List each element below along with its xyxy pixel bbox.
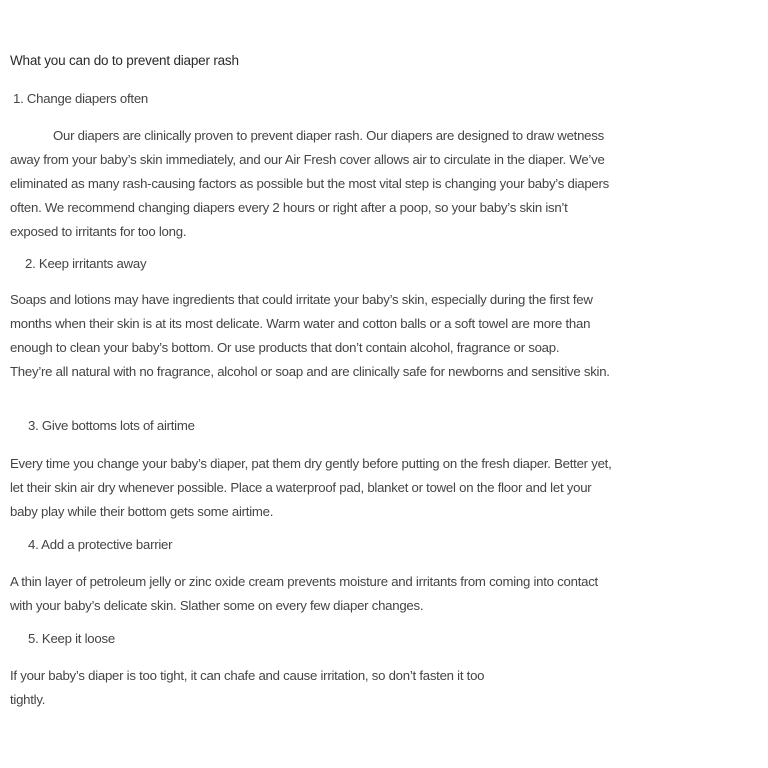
paragraph-line: Our diapers are clinically proven to prevent diaper rash. Our diapers are designed to draw wetness [53,128,604,143]
paragraph-line: If your baby’s diaper is too tight, it can chafe and cause irritation, so don’t fasten it too [10,668,485,683]
paragraph-line: let their skin air dry whenever possible. Place a waterproof pad, blanket or towel on the floor and let your [10,480,592,495]
paragraph-line: enough to clean your baby’s bottom. Or use products that don’t contain alcohol, fragrance or soap. [10,340,560,355]
paragraph-line: tightly. [10,692,46,707]
section-heading-keep-it-loose: 5. Keep it loose [28,631,115,646]
paragraph-line: They’re all natural with no fragrance, alcohol or soap and are clinically safe for newborns and sensitive skin. [10,364,610,379]
paragraph-line: months when their skin is at its most delicate. Warm water and cotton balls or a soft towel are more than [10,316,591,331]
section-heading-change-diapers: 1. Change diapers often [13,91,149,106]
paragraph-line: often. We recommend changing diapers every 2 hours or right after a poop, so your baby’s skin isn’t [10,200,568,215]
page-title: What you can do to prevent diaper rash [10,53,239,68]
paragraph-line: baby play while their bottom gets some airtime. [10,504,274,519]
paragraph-line: exposed to irritants for too long. [10,224,187,239]
paragraph-line: Every time you change your baby’s diaper, pat them dry gently before putting on the fresh diaper. Better yet, [10,456,612,471]
section-heading-keep-irritants-away: 2. Keep irritants away [25,256,147,271]
paragraph-line: away from your baby’s skin immediately, and our Air Fresh cover allows air to circulate in the diaper. We’ve [10,152,605,167]
section-heading-give-bottoms-airtime: 3. Give bottoms lots of airtime [28,418,195,433]
paragraph-line: Soaps and lotions may have ingredients that could irritate your baby’s skin, especially during the first few [10,292,593,307]
paragraph-line: with your baby’s delicate skin. Slather some on every few diaper changes. [10,598,424,613]
paragraph-line: A thin layer of petroleum jelly or zinc oxide cream prevents moisture and irritants from coming into contact [10,574,598,589]
paragraph-line: eliminated as many rash-causing factors as possible but the most vital step is changing your baby’s diapers [10,176,610,191]
section-heading-protective-barrier: 4. Add a protective barrier [28,537,173,552]
